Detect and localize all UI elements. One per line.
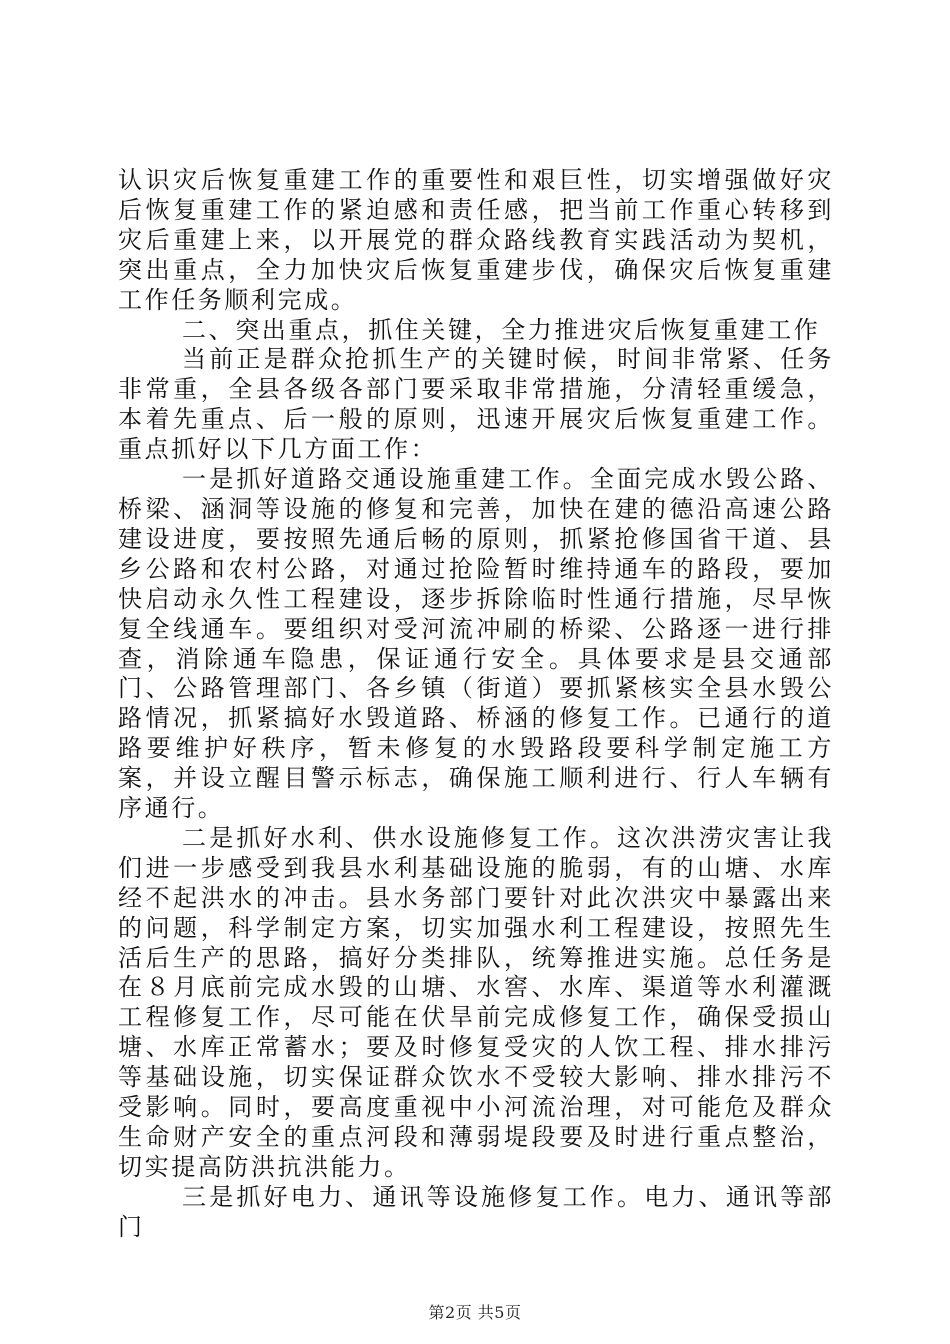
section-heading: 二、突出重点，抓住关键，全力推进灾后恢复重建工作 (182, 315, 821, 344)
paragraph-continuation: 认识灾后恢复重建工作的重要性和艰巨性，切实增强做好灾后恢复重建工作的紧迫感和责任感，把当前工作重心转移到灾后重建上来，以开展党的群众路线教育实践活动为契机，突出重点，全力加快灾后恢复重建步伐，确保灾后恢复重建工作任务顺利完成。 (118, 166, 834, 314)
document-body (118, 166, 834, 1243)
paragraph-roads: 一是抓好道路交通设施重建工作。全面完成水毁公路、桥梁、涵洞等设施的修复和完善，加快在建的德沿高速公路建设进度，要按照先通后畅的原则，抓紧抢修国省干道、县乡公路和农村公路，对通过抢险暂时维持通车的路段，要加快启动永久性工程建设，逐步拆除临时性通行措施，尽早恢复全线通车。要组织对受河流冲刷的桥梁、公路逐一进行排查，消除通车隐患，保证通行安全。具体要求是县交通部门、公路管理部门、各乡镇（街道）要抓紧核实全县水毁公路情况，抓紧搞好水毁道路、桥涵的修复工作。已通行的道路要维护好秩序，暂未修复的水毁路段要科学制定施工方案，并设立醒目警示标志，确保施工顺利进行、行人车辆有序通行。 (118, 465, 834, 823)
paragraph-water: 二是抓好水利、供水设施修复工作。这次洪涝灾害让我们进一步感受到我县水利基础设施的脆弱，有的山塘、水库经不起洪水的冲击。县水务部门要针对此次洪灾中暴露出来的问题，科学制定方案，切实加强水利工程建设，按照先生活后生产的思路，搞好分类排队，统筹推进实施。总任务是在８月底前完成水毁的山塘、水窖、水库、渠道等水利灌溉工程修复工作，尽可能在伏旱前完成修复工作，确保受损山塘、水库正常蓄水；要及时修复受灾的人饮工程、排水排污等基础设施，切实保证群众饮水不受较大影响、排水排污不受影响。同时，要高度重视中小河流治理，对可能危及群众生命财产安全的重点河段和薄弱堤段要及时进行重点整治，切实提高防洪抗洪能力。 (118, 823, 834, 1181)
paragraph-power: 三是抓好电力、通讯等设施修复工作。电力、通讯等部门 (118, 1182, 834, 1241)
page-footer: 第2页 共5页 (428, 1303, 522, 1322)
paragraph-intro: 当前正是群众抢抓生产的关键时候，时间非常紧、任务非常重，全县各级各部门要采取非常措施，分清轻重缓急，本着先重点、后一般的原则，迅速开展灾后恢复重建工作。重点抓好以下几方面工作： (118, 345, 834, 464)
